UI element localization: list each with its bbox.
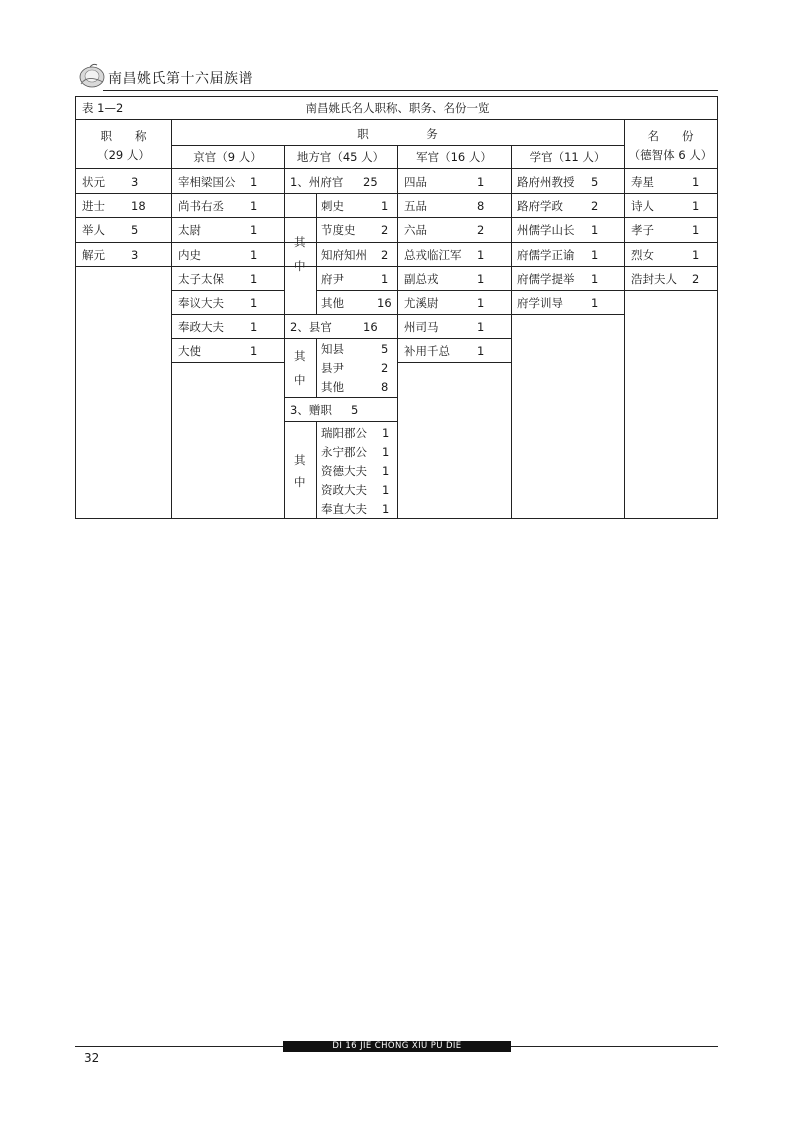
sub-line-state: [316, 193, 317, 314]
jing-count: 1: [250, 248, 258, 262]
officials-table: [75, 96, 718, 519]
sub-jing-header: 京官（9 人）: [193, 150, 262, 164]
book-title: 南昌姚氏第十六届族谱: [108, 71, 253, 87]
title-count: 5: [131, 223, 139, 237]
difang-group-3-name: 3、赠职: [290, 403, 332, 417]
xue-count: 1: [591, 272, 599, 286]
status-count: 1: [692, 223, 700, 237]
jun-count: 1: [477, 344, 485, 358]
jun-name: 四品: [404, 175, 427, 189]
status-count: 1: [692, 199, 700, 213]
difang-item-name: 其他: [321, 296, 344, 310]
jing-name: 内史: [178, 248, 201, 262]
difang-item-count: 1: [381, 199, 389, 213]
difang-item-count: 1: [382, 426, 390, 440]
difang-group-2-count: 16: [363, 320, 378, 334]
jun-name: 五品: [404, 199, 427, 213]
difang-item-count: 2: [381, 248, 389, 262]
col-line-4: [511, 145, 512, 518]
qizhong-3-qi: 其: [294, 453, 306, 467]
jing-name: 奉议大夫: [178, 296, 224, 310]
col-title-count: （29 人）: [97, 148, 150, 162]
rule-row-5-jing: [171, 290, 284, 291]
rule-row-8-jing: [171, 362, 284, 363]
difang-item-count: 1: [382, 483, 390, 497]
difang-group-3-count: 5: [351, 403, 359, 417]
col-duty-label: 职 务: [357, 127, 438, 141]
xue-count: 1: [591, 296, 599, 310]
difang-item-name: 刺史: [321, 199, 344, 213]
difang-item-name: 知府知州: [321, 248, 367, 262]
status-count: 1: [692, 248, 700, 262]
jun-count: 1: [477, 296, 485, 310]
difang-item-name: 奉直大夫: [321, 502, 367, 516]
status-count: 2: [692, 272, 700, 286]
xue-name: 府儒学提举: [517, 272, 575, 286]
col-line-5: [624, 119, 625, 518]
rule-row-6-mid: [284, 314, 624, 315]
xue-count: 5: [591, 175, 599, 189]
col-title-label: 职 称: [100, 129, 147, 143]
title-count: 18: [131, 199, 146, 213]
difang-item-count: 16: [377, 296, 392, 310]
difang-item-count: 1: [382, 464, 390, 478]
rule-row-8-jun: [397, 362, 511, 363]
table-number: 表 1—2: [82, 101, 124, 115]
xue-name: 府儒学正谕: [517, 248, 575, 262]
status-name: 浩封夫人: [631, 272, 677, 286]
jing-count: 1: [250, 320, 258, 334]
xue-count: 1: [591, 248, 599, 262]
footer-series-bar: DI 16 JIE CHONG XIU PU DIE: [283, 1041, 511, 1052]
sub-jun-header: 军官（16 人）: [416, 150, 492, 164]
status-name: 孝子: [631, 223, 654, 237]
peach-logo-icon: [77, 62, 107, 88]
jun-count: 8: [477, 199, 485, 213]
difang-item-count: 1: [382, 445, 390, 459]
jun-name: 补用千总: [404, 344, 450, 358]
title-name: 解元: [82, 248, 105, 262]
difang-item-name: 节度史: [321, 223, 356, 237]
rule-county-end: [284, 397, 397, 398]
page-number: 32: [84, 1051, 100, 1065]
rule-row-4-b: [397, 266, 717, 267]
title-name: 进士: [82, 199, 105, 213]
title-count: 3: [131, 175, 139, 189]
status-name: 诗人: [631, 199, 654, 213]
col-line-1: [171, 119, 172, 518]
col-status-count: （德智体 6 人）: [628, 148, 713, 162]
qizhong-1-zhong: 中: [294, 259, 306, 273]
rule-row-6-jing: [171, 314, 284, 315]
difang-item-name: 永宁郡公: [321, 445, 367, 459]
difang-item-count: 8: [381, 380, 389, 394]
qizhong-2-qi: 其: [294, 349, 306, 363]
sub-line-county: [316, 338, 317, 397]
rule-title: [76, 119, 717, 120]
jun-count: 1: [477, 248, 485, 262]
jing-name: 奉政大夫: [178, 320, 224, 334]
qizhong-1-qi: 其: [294, 235, 306, 249]
jun-name: 六品: [404, 223, 427, 237]
title-name: 举人: [82, 223, 105, 237]
jing-name: 尚书右丞: [178, 199, 224, 213]
jun-name: 州司马: [404, 320, 439, 334]
jing-count: 1: [250, 199, 258, 213]
jun-name: 副总戎: [404, 272, 439, 286]
jun-count: 2: [477, 223, 485, 237]
jun-count: 1: [477, 175, 485, 189]
title-name: 状元: [82, 175, 105, 189]
jun-name: 尤溪尉: [404, 296, 439, 310]
rule-row-4-a: [76, 266, 397, 267]
table-title: 南昌姚氏名人职称、职务、名份一览: [305, 101, 490, 115]
jing-count: 1: [250, 296, 258, 310]
rule-row-7-jing: [171, 338, 284, 339]
col-line-3: [397, 145, 398, 518]
xue-name: 州儒学山长: [517, 223, 575, 237]
qizhong-3-zhong: 中: [294, 475, 306, 489]
difang-item-name: 资德大夫: [321, 464, 367, 478]
difang-item-count: 1: [382, 502, 390, 516]
jing-count: 1: [250, 344, 258, 358]
difang-item-name: 资政大夫: [321, 483, 367, 497]
difang-item-name: 其他: [321, 380, 344, 394]
col-status-label: 名 份: [647, 129, 694, 143]
qizhong-2-zhong: 中: [294, 373, 306, 387]
difang-item-name: 瑞阳郡公: [321, 426, 367, 440]
difang-item-count: 2: [381, 361, 389, 375]
difang-item-name: 县尹: [321, 361, 344, 375]
jing-name: 宰相梁国公: [178, 175, 236, 189]
title-count: 3: [131, 248, 139, 262]
difang-group-2-name: 2、县官: [290, 320, 332, 334]
col-line-2: [284, 145, 285, 518]
jing-name: 太尉: [178, 223, 201, 237]
rule-row-5-difang: [316, 290, 397, 291]
xue-name: 路府州教授: [517, 175, 575, 189]
jing-count: 1: [250, 272, 258, 286]
status-name: 寿星: [631, 175, 654, 189]
difang-item-count: 5: [381, 342, 389, 356]
xue-name: 府学训导: [517, 296, 563, 310]
page-header: [75, 60, 718, 92]
header-rule: [103, 90, 718, 91]
status-count: 1: [692, 175, 700, 189]
difang-item-count: 1: [381, 272, 389, 286]
sub-difang-header: 地方官（45 人）: [296, 150, 385, 164]
xue-name: 路府学政: [517, 199, 563, 213]
jing-count: 1: [250, 223, 258, 237]
jun-name: 总戎临江军: [404, 248, 462, 262]
xue-count: 2: [591, 199, 599, 213]
difang-group-1-count: 25: [363, 175, 378, 189]
jing-count: 1: [250, 175, 258, 189]
jing-name: 大使: [178, 344, 201, 358]
xue-count: 1: [591, 223, 599, 237]
jun-count: 1: [477, 320, 485, 334]
status-name: 烈女: [631, 248, 654, 262]
sub-xue-header: 学官（11 人）: [529, 150, 606, 164]
rule-row-5-right: [397, 290, 717, 291]
difang-item-name: 知县: [321, 342, 344, 356]
jun-count: 1: [477, 272, 485, 286]
difang-item-count: 2: [381, 223, 389, 237]
sub-line-gift: [316, 421, 317, 518]
rule-gift-end: [284, 421, 397, 422]
jing-name: 太子太保: [178, 272, 224, 286]
difang-group-1-name: 1、州府官: [290, 175, 344, 189]
difang-item-name: 府尹: [321, 272, 344, 286]
